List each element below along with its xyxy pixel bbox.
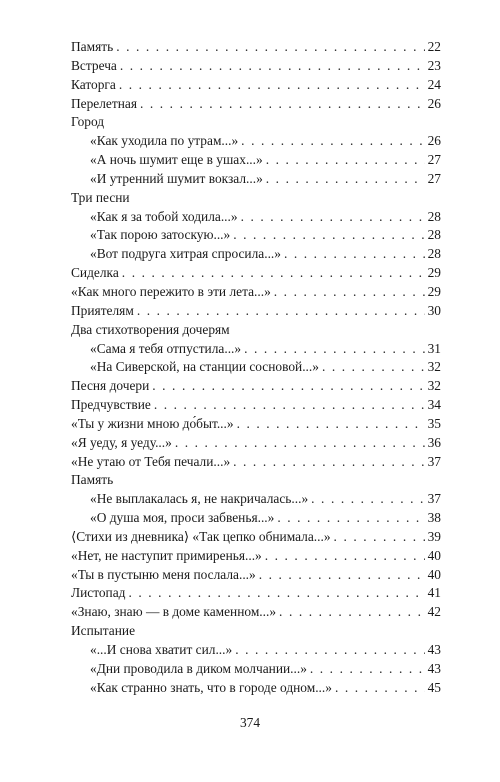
dot-leader [237,415,425,434]
dot-leader [154,396,425,415]
toc-entry-title: «Я уеду, я уеду...» [71,434,172,450]
toc-entry-page: 35 [427,415,441,431]
toc-entry-title: Испытание [71,623,136,639]
toc-entry-title: Перелетная [71,95,137,111]
toc-entry [71,641,441,660]
toc-entry-title: «А ночь шумит еще в ушах...» [90,152,263,168]
toc-entry-title: «Так порою затоскую...» [90,227,231,243]
dot-leader [334,528,425,547]
toc-entry-title: «Не выплакалась я, не накричалась...» [90,491,309,507]
toc-entry-title: «О душа моя, проси забвенья...» [90,510,275,526]
toc-entry [71,245,441,264]
toc-entry-title: «Не утаю от Тебя печали...» [71,453,231,469]
toc-entry [71,415,441,434]
toc-entry-title: Сиделка [71,265,119,281]
dot-leader [244,340,425,359]
toc-entry [71,566,441,585]
toc-entry-title: Встреча [71,57,117,73]
toc-entry-title: Каторга [71,76,116,92]
toc-entry-page: 39 [427,528,441,544]
toc-entry-title: «Как много пережито в эти лета...» [71,283,271,299]
toc-section-heading [71,321,441,340]
toc-entry [71,660,441,679]
dot-leader [241,132,424,151]
toc-entry-page: 24 [427,76,441,92]
toc-entry [71,396,441,415]
toc-entry-page: 26 [427,95,441,111]
toc-entry [71,528,441,547]
toc-entry-page: 29 [427,265,441,281]
toc-entry-page: 40 [427,566,441,582]
toc-entry-page: 26 [427,133,441,149]
toc-entry [71,509,441,528]
dot-leader [140,95,425,114]
toc-entry-page: 42 [427,604,441,620]
toc-entry-page: 37 [427,453,441,469]
toc-entry [71,57,441,76]
dot-leader [120,57,425,76]
toc-entry [71,283,441,302]
dot-leader [128,584,424,603]
dot-leader [175,434,425,453]
toc-section-heading [71,622,441,641]
dot-leader [310,660,425,679]
toc-entry [71,226,441,245]
toc-entry-title: Город [71,114,105,130]
toc-entry [71,151,441,170]
toc-entry-page: 28 [427,246,441,262]
toc-entry-title: «Ты в пустыню меня послала...» [71,566,256,582]
toc-entry-page: 22 [427,39,441,54]
toc-entry-page: 23 [427,57,441,73]
toc-entry-title: «Сама я тебя отпустила...» [90,340,242,356]
toc-entry-page: 45 [427,679,441,695]
dot-leader [322,358,425,377]
toc-entry [71,434,441,453]
dot-leader [122,264,425,283]
dot-leader [116,38,424,57]
toc-entry [71,340,441,359]
dot-leader [241,208,425,227]
toc-entry-title: Листопад [71,585,126,601]
toc-entry-page: 31 [427,340,441,356]
toc-entry-page: 27 [427,170,441,186]
dot-leader [274,283,425,302]
dot-leader [266,151,425,170]
toc-entry-page: 28 [427,208,441,224]
toc-entry-page: 28 [427,227,441,243]
toc-entry-title: «На Сиверской, на станции сосновой...» [90,359,319,375]
toc-entry [71,358,441,377]
toc-entry-title: «Как уходила по утрам...» [90,133,239,149]
toc-entry [71,584,441,603]
toc-entry [71,95,441,114]
toc-entry-page: 40 [427,547,441,563]
toc-entry-title: «...И снова хватит сил...» [90,642,233,657]
toc-entry [71,76,441,95]
toc-entry-title: «Дни проводила в диком молчании...» [90,660,307,676]
toc-entry-title: ⟨Стихи из дневника⟩ «Так цепко обнимала...» [71,528,331,544]
dot-leader [235,641,424,660]
toc-section-heading [71,189,441,208]
dot-leader [259,566,425,585]
dot-leader [152,377,424,396]
toc-entry [71,547,441,566]
dot-leader [265,547,425,566]
toc-entry [71,679,441,698]
toc-entry-title: «И утренний шумит вокзал...» [90,170,263,186]
toc-entry-page: 30 [427,302,441,318]
toc-entry-title: Песня дочери [71,378,150,394]
toc-entry [71,453,441,472]
dot-leader [233,453,424,472]
dot-leader [119,76,425,95]
dot-leader [137,302,425,321]
toc-entry-title: «Ты у жизни мною до́быт...» [71,415,234,431]
toc-entry-page: 43 [427,660,441,676]
toc-entry-title: Два стихотворения дочерям [71,321,230,337]
toc-entry-title: «Знаю, знаю — в доме каменном...» [71,604,277,620]
toc-entry-title: Память [71,472,114,488]
toc-entry-page: 29 [427,283,441,299]
toc-entry-page: 32 [427,378,441,394]
dot-leader [311,490,424,509]
dot-leader [277,509,424,528]
toc-entry [71,490,441,509]
toc-section-heading [71,113,441,132]
toc-entry-title: «Как я за тобой ходила...» [90,208,238,224]
dot-leader [279,603,425,622]
toc-entry-page: 43 [427,642,441,657]
toc-entry-page: 36 [427,434,441,450]
toc-entry-title: Приятелям [71,302,134,318]
toc-entry [71,170,441,189]
toc-entry-page: 34 [427,397,441,413]
toc-entry [71,208,441,227]
toc-entry [71,264,441,283]
toc-entry [71,132,441,151]
toc-entry-page: 32 [427,359,441,375]
toc-entry-title: Память [71,39,114,54]
toc-entry-title: «Нет, не наступит примиренья...» [71,547,262,563]
toc-entry-title: «Вот подруга хитрая спросила...» [90,246,281,262]
toc-entry [71,302,441,321]
dot-leader [233,226,424,245]
page-number: 374 [239,715,261,730]
toc-entry-page: 27 [427,152,441,168]
toc-section-heading [71,471,441,490]
toc-entry-title: «Как странно знать, что в городе одном...» [90,679,332,695]
toc-entry-page: 38 [427,510,441,526]
dot-leader [284,245,425,264]
dot-leader [266,170,425,189]
toc-entry-page: 37 [427,491,441,507]
toc-entry-title: Предчувствие [71,397,151,413]
toc-entry-page: 41 [427,585,441,601]
toc-entry [71,377,441,396]
dot-leader [335,679,425,698]
toc-entry [71,603,441,622]
toc-entry [71,38,441,57]
toc-entry-title: Три песни [71,189,130,205]
table-of-contents [71,38,441,698]
